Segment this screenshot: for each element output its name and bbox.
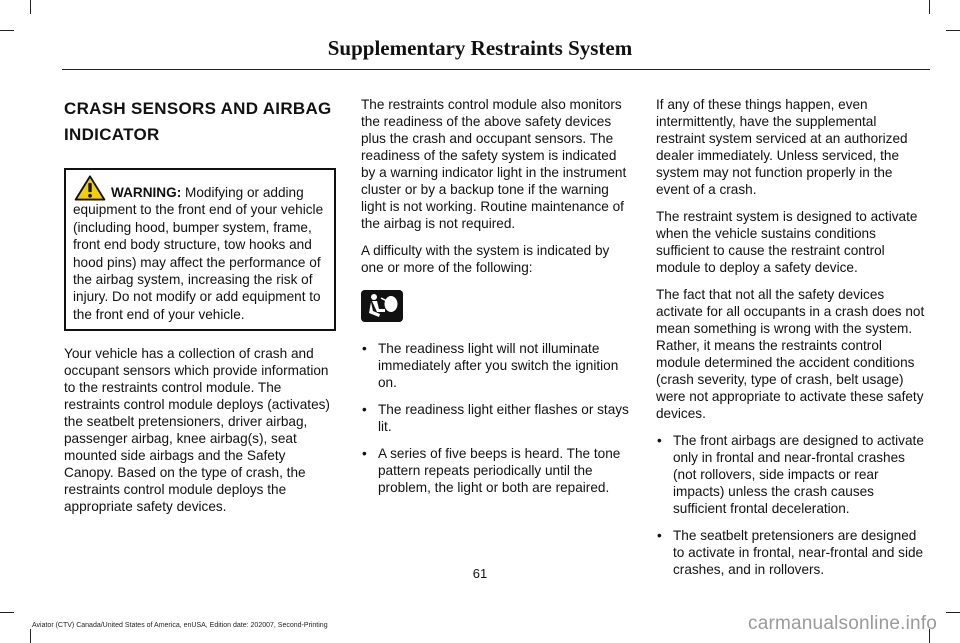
crop-mark xyxy=(0,30,14,31)
edition-footer: Aviator (CTV) Canada/United States of America, enUSA, Edition date: 202007, Second-Printing xyxy=(32,622,328,629)
bullet-list xyxy=(361,340,633,496)
section-heading-line1: CRASH SENSORS AND AIRBAG xyxy=(64,99,332,118)
paragraph: If any of these things happen, even intermittently, have the supplemental restraint system serviced at an authorized dealer immediately. Unless serviced, the system may not function properly in the event of a crash. xyxy=(656,97,908,197)
header-divider xyxy=(62,69,930,70)
paragraph: The restraint system is designed to activate when the vehicle sustains conditions sufficient to cause the restraint control module to deploy a safety device. xyxy=(656,209,918,275)
bullet-list xyxy=(656,432,929,578)
crop-mark xyxy=(30,0,31,14)
list-item: • The front airbags are designed to activate only in frontal and near-frontal crashes (not rollovers, side impacts or rear impacts) unless the crash causes sufficient frontal deceleration. xyxy=(656,432,929,517)
list-item: • The readiness light either flashes or stays lit. xyxy=(361,401,633,435)
section-heading-line2: INDICATOR xyxy=(64,125,160,144)
paragraph: A difficulty with the system is indicated by one or more of the following: xyxy=(361,243,610,275)
crop-mark xyxy=(946,30,960,31)
crop-mark xyxy=(946,612,960,613)
warning-box xyxy=(64,168,336,331)
warning-label: WARNING: xyxy=(111,185,182,200)
crop-mark xyxy=(929,0,930,14)
crop-mark xyxy=(0,612,14,613)
list-item: • The readiness light will not illuminate immediately after you switch the ignition on. xyxy=(361,340,633,391)
list-item: • The seatbelt pretensioners are designed to activate in frontal, near-frontal and side crashes, and in rollovers. xyxy=(656,527,929,578)
list-item: • A series of five beeps is heard. The tone pattern repeats periodically until the problem, the light or both are repaired. xyxy=(361,445,633,496)
column-left xyxy=(64,96,336,525)
warning-triangle-icon xyxy=(73,175,107,201)
paragraph: The fact that not all the safety devices activate for all occupants in a crash does not mean something is wrong with the system. Rather, it means the restraints control module determined the accident conditions (crash severity, type of crash, belt usage) were not appropriate to activate these safety devices. xyxy=(656,287,925,421)
paragraph: Your vehicle has a collection of crash and occupant sensors which provide information to the restraints control module. The restraints control module deploys (activates) the seatbelt pretensioners, driver airbag, passenger airbag, knee airbag(s), seat mounted side airbags and the Safety Canopy. Based on the type of crash, the restraints control module deploys the appropriate safety devices. xyxy=(64,346,330,515)
column-right xyxy=(656,96,929,588)
airbag-readiness-icon xyxy=(361,290,403,322)
watermark: carmanualsonline.info xyxy=(748,613,938,634)
page-number: 61 xyxy=(472,566,488,581)
page-header-title: Supplementary Restraints System xyxy=(327,36,633,60)
column-middle xyxy=(361,96,633,506)
section-heading xyxy=(64,96,336,148)
warning-text: Modifying or adding equipment to the front end of your vehicle (including hood, bumper system, frame, front end body structure, tow hooks and hood pins) may affect the performance of the airbag system, increasing the risk of injury. Do not modify or add equipment to the front end of your vehicle. xyxy=(73,185,324,322)
crop-mark xyxy=(30,629,31,643)
paragraph: The restraints control module also monitors the readiness of the above safety devices plus the crash and occupant sensors. The readiness of the safety system is indicated by a warning indicator light in the instrument cluster or by a backup tone if the warning light is not working. Routine maintenance of the airbag is not required. xyxy=(361,97,627,231)
